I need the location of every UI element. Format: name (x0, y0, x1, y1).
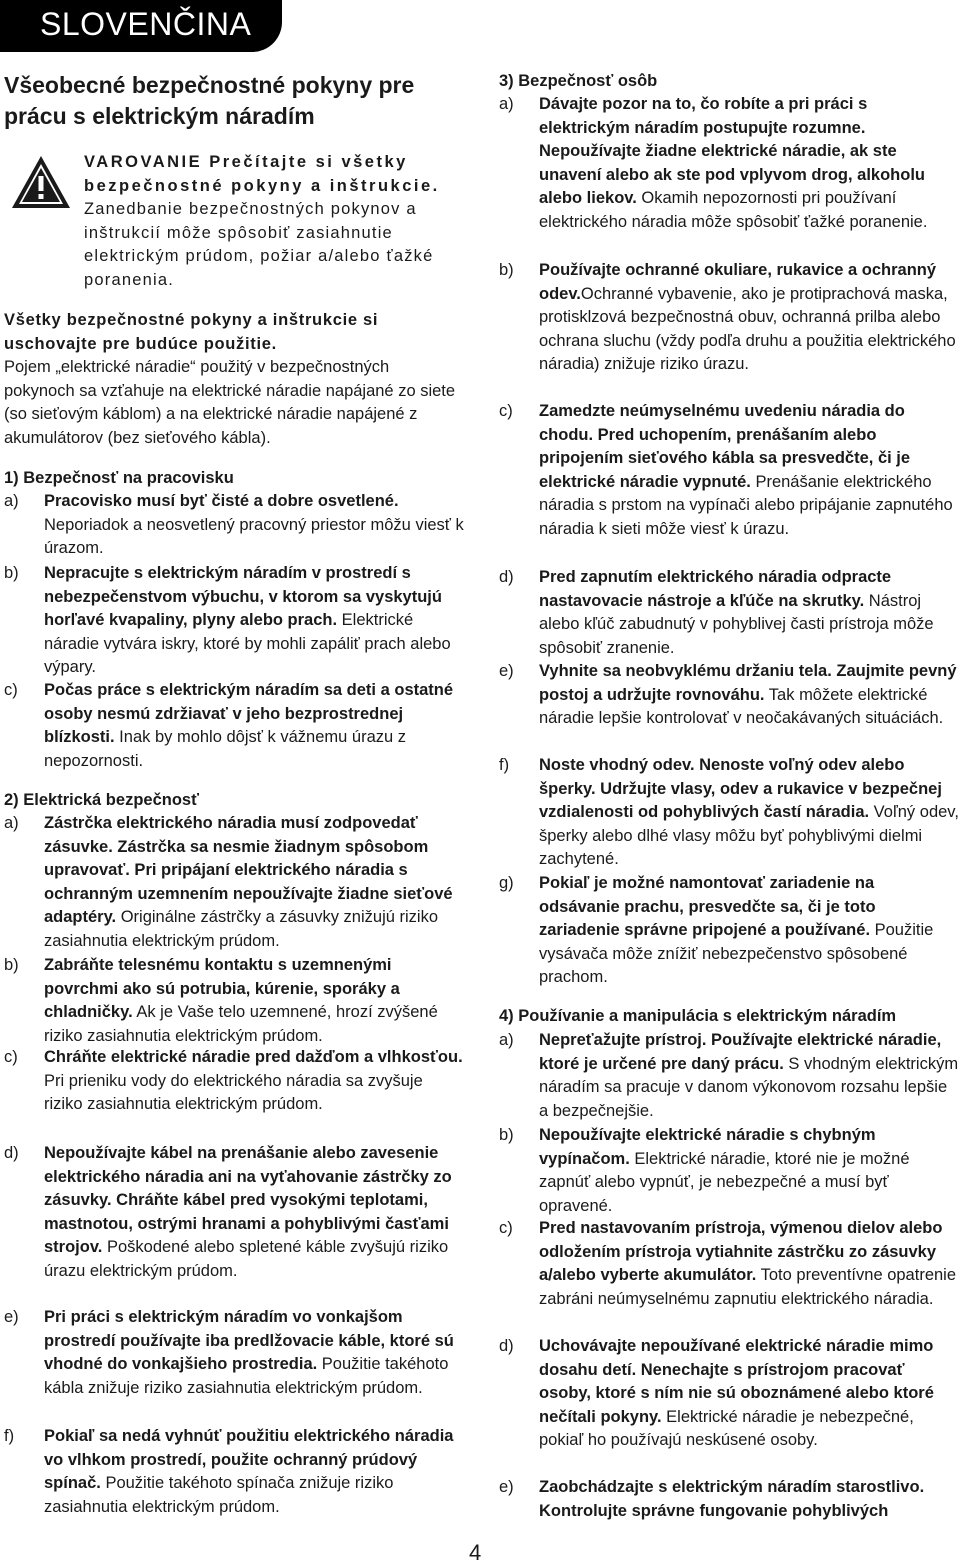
item-label: e) (499, 662, 514, 680)
item-label: a) (499, 1031, 514, 1049)
item-bold-text: Uchovávajte nepoužívané elektrické náradie mimo dosahu detí. Nenechajte s prístrojom pracovať osoby, ktoré s ním nie sú oboznámené alebo ktoré nečítali pokyny. (539, 1337, 934, 1426)
list-item (499, 1476, 959, 1523)
list-item (4, 812, 464, 953)
list-item (499, 400, 959, 541)
item-bold-text: Zaobchádzajte s elektrickým náradím starostlivo. Kontrolujte správne fungovanie pohyblivých (539, 1478, 925, 1520)
item-text: Originálne zástrčky a zásuvky znižujú riziko zasiahnutia elektrickým prúdom. (44, 908, 439, 950)
list-item (4, 1046, 464, 1117)
keep-instructions-note: Všetky bezpečnostné pokyny a inštrukcie si uschovajte pre budúce použitie. (4, 311, 379, 353)
item-text: Ak je Vaše telo uzemnené, hrozí zvýšené riziko zasiahnutia elektrickým prúdom. (44, 1003, 438, 1045)
item-bold-text: Noste vhodný odev. Nenoste voľný odev alebo šperky. Udržujte vlasy, odev a rukavice v bezpečnej vzdialenosti od pohyblivých častí náradia. (539, 756, 942, 821)
item-bold-text: Nepreťažujte prístroj. Používajte elektrické náradie, ktoré je určené pre daný prácu. (539, 1031, 942, 1073)
section-heading-4: 4) Používanie a manipulácia s elektrickým náradím (499, 1007, 897, 1025)
item-text: Neporiadok a neosvetlený pracovný priestor môžu viesť k úrazom. (44, 515, 464, 557)
item-text: Poškodené alebo spletené káble zvyšujú riziko úrazu elektrickým prúdom. (44, 1238, 449, 1280)
item-bold-text: Pred zapnutím elektrického náradia odpracte nastavovacie nástroje a kľúče na skrutky. (539, 568, 892, 610)
item-label: g) (499, 874, 514, 892)
item-bold-text: Nepoužívajte kábel na prenášanie alebo zavesenie elektrického náradia ani na vyťahovanie zástrčky zo zásuvky. Chráňte kábel pred vysokými teplotami, mastnotou, ostrými hranami a pohyblivými časťami strojov. (44, 1144, 452, 1256)
language-label: SLOVENČINA (40, 6, 252, 42)
section-heading-3: 3) Bezpečnosť osôb (499, 72, 658, 90)
list-item (499, 259, 959, 377)
item-label: c) (499, 1219, 513, 1237)
item-bold-text: Zástrčka elektrického náradia musí zodpovedať zásuvke. Zástrčka sa nesmie žiadnym spôsobom upravovať. Pri pripájaní elektrického náradia s ochranným uzemnením nepoužívajte žiadne sieťové adaptéry. (44, 814, 453, 926)
item-bold-text: Nepracujte s elektrickým náradím v prostredí s nebezpečenstvom výbuchu, v ktorom sa vyskytujú horľavé kvapaliny, plyny alebo prach. (44, 564, 442, 629)
item-text: Použitie takéhoto kábla znižuje riziko zasiahnutia elektrickým prúdom. (44, 1355, 449, 1397)
item-text: Elektrické náradie, ktoré nie je možné zapnúť alebo vypnúť, je nebezpečné a musí byť opravené. (539, 1149, 910, 1215)
item-text: Inak by mohlo dôjsť k vážnemu úrazu z nepozornosti. (44, 728, 407, 770)
list-item (499, 754, 959, 872)
item-label: b) (4, 956, 19, 974)
item-bold-text: Vyhnite sa neobvyklému držaniu tela. Zaujmite pevný postoj a udržujte rovnováhu. (539, 662, 957, 704)
item-bold-text: Pokiaľ sa nedá vyhnúť použitiu elektrického náradia vo vlhkom prostredí, použite ochranný prúdový spínač. (44, 1427, 454, 1492)
item-text: Toto preventívne opatrenie zabráni neúmyselnému zapnutiu elektrického náradia. (539, 1266, 957, 1308)
item-bold-text: Pri práci s elektrickým náradím vo vonkajšom prostredí používajte iba predlžovacie káble, ktoré sú vhodné do vonkajšieho prostredia. (44, 1308, 454, 1373)
item-label: a) (4, 814, 19, 832)
list-item (4, 1142, 464, 1283)
item-bold-text: Nepoužívajte elektrické náradie s chybným vypínačom. (539, 1126, 876, 1168)
list-item (4, 679, 464, 773)
warning-heading: VAROVANIE Prečítajte si všetky bezpečnostné pokyny a inštrukcie. (84, 153, 440, 195)
item-bold-text: Zamedzte neúmyselnému uvedeniu náradia do chodu. Pred uchopením, prenášaním alebo pripojením sieťového kábla sa presvedčte, či je elektrické náradie vypnuté. (539, 402, 911, 491)
warning-triangle-icon (10, 154, 72, 210)
item-text: Prenášanie elektrického náradia s prstom na vypínači alebo pripájanie zapnutého náradia k sieti môže viesť k úrazu. (539, 472, 953, 538)
item-label: b) (4, 564, 19, 582)
item-bold-text: Počas práce s elektrickým náradím sa deti a ostatné osoby nesmú zdržiavať v jeho bezprostrednej blízkosti. (44, 681, 454, 746)
item-label: d) (4, 1144, 19, 1162)
item-bold-text: Používajte ochranné okuliare, rukavice a ochranný odev. (539, 261, 937, 303)
list-item (4, 562, 464, 680)
item-text: S vhodným elektrickým náradím sa pracuje v danom výkonovom rozsahu lepšie a bezpečnejšie. (539, 1054, 959, 1120)
item-bold-text: Chráňte elektrické náradie pred dažďom a vlhkosťou. (44, 1048, 463, 1066)
list-item (4, 1425, 464, 1519)
item-label: c) (4, 681, 18, 699)
item-label: b) (499, 1126, 514, 1144)
section-heading-2: 2) Elektrická bezpečnosť (4, 791, 199, 809)
list-item (499, 1335, 959, 1453)
list-item (4, 954, 464, 1048)
item-text: Použitie takéhoto spínača znižuje riziko zasiahnutia elektrickým prúdom. (44, 1474, 394, 1516)
item-bold-text: Pracovisko musí byť čisté a dobre osvetlené. (44, 492, 399, 510)
item-label: c) (4, 1048, 18, 1066)
item-text: Voľný odev, šperky alebo dlhé vlasy môžu byť pohyblivými dielmi zachytené. (539, 803, 959, 868)
item-label: d) (499, 568, 514, 586)
list-item (499, 660, 959, 731)
list-item (499, 93, 959, 234)
warning-text (84, 151, 464, 292)
item-bold-text: Pokiaľ je možné namontovať zariadenie na odsávanie prachu, presvedčte sa, či je toto zariadenie správne pripojené a používané. (539, 874, 876, 939)
item-text: Nástroj alebo kľúč zabudnutý v pohyblivej časti prístroja môže spôsobiť zranenie. (539, 591, 934, 657)
item-text: Pri prieniku vody do elektrického náradia sa zvyšuje riziko zasiahnutia elektrickým prúdom. (44, 1071, 423, 1113)
list-item (499, 1029, 959, 1123)
item-label: f) (4, 1427, 15, 1445)
item-bold-text: Zabráňte telesnému kontaktu s uzemnenými povrchmi ako sú potrubia, kúrenie, sporáky a chladničky. (44, 956, 400, 1021)
list-item (499, 872, 959, 990)
item-text: Tak môžete elektrické náradie lepšie kontrolovať v neočakávaných situáciách. (539, 685, 944, 727)
language-tab (0, 0, 282, 52)
list-item (499, 566, 959, 660)
item-label: f) (499, 756, 510, 774)
item-label: e) (4, 1308, 19, 1326)
item-label: e) (499, 1478, 514, 1496)
page-title: Všeobecné bezpečnostné pokyny pre prácu s elektrickým náradím (4, 72, 415, 129)
item-text: Okamih nepozornosti pri používaní elektrického náradia môže spôsobiť ťažké poranenie. (539, 189, 928, 231)
item-label: a) (499, 95, 514, 113)
item-text: Ochranné vybavenie, ako je protiprachová maska, protisklzová bezpečnostná obuv, ochranná prilba alebo ochrana sluchu (vždy podľa druhu a použitia elektrického náradia) znižuje riziko úrazu. (539, 284, 956, 373)
item-bold-text: Pred nastavovaním prístroja, výmenou dielov alebo odložením prístroja vytiahnite zástrčku zo zásuvky a/alebo vyberte akumulátor. (539, 1219, 943, 1284)
section-heading-1: 1) Bezpečnosť na pracovisku (4, 469, 234, 487)
item-label: d) (499, 1337, 514, 1355)
list-item (499, 1217, 959, 1311)
item-label: a) (4, 492, 19, 510)
item-text: Elektrické náradie je nebezpečné, pokiaľ ho používajú neskúsené osoby. (539, 1407, 914, 1449)
item-label: b) (499, 261, 514, 279)
page-number: 4 (469, 1540, 482, 1565)
list-item (4, 490, 464, 561)
item-label: c) (499, 402, 513, 420)
definition-paragraph: Pojem „elektrické náradie“ použitý v bezpečnostných pokynoch sa vzťahuje na elektrické náradie napájané zo siete (so sieťovým káblom) a na elektrické náradie napájené z akumulátorov (bez sieťového kábla). (4, 358, 456, 447)
warning-body: Zanedbanie bezpečnostných pokynov a inštrukcií môže spôsobiť zasiahnutie elektrickým prúdom, požiar a/alebo ťažké poranenia. (84, 200, 434, 289)
item-bold-text: Dávajte pozor na to, čo robíte a pri práci s elektrickým náradím postupujte rozumne. Nepoužívajte žiadne elektrické náradie, ak ste unavení alebo ak ste pod vplyvom drog, alkoholu alebo liekov. (539, 95, 925, 207)
item-text: Použitie vysávača môže znížiť nebezpečenstvo spôsobené prachom. (539, 921, 934, 986)
list-item (499, 1124, 959, 1218)
list-item (4, 1306, 464, 1400)
item-text: Elektrické náradie vytvára iskry, ktoré by mohli zapáliť prach alebo výpary. (44, 611, 451, 676)
